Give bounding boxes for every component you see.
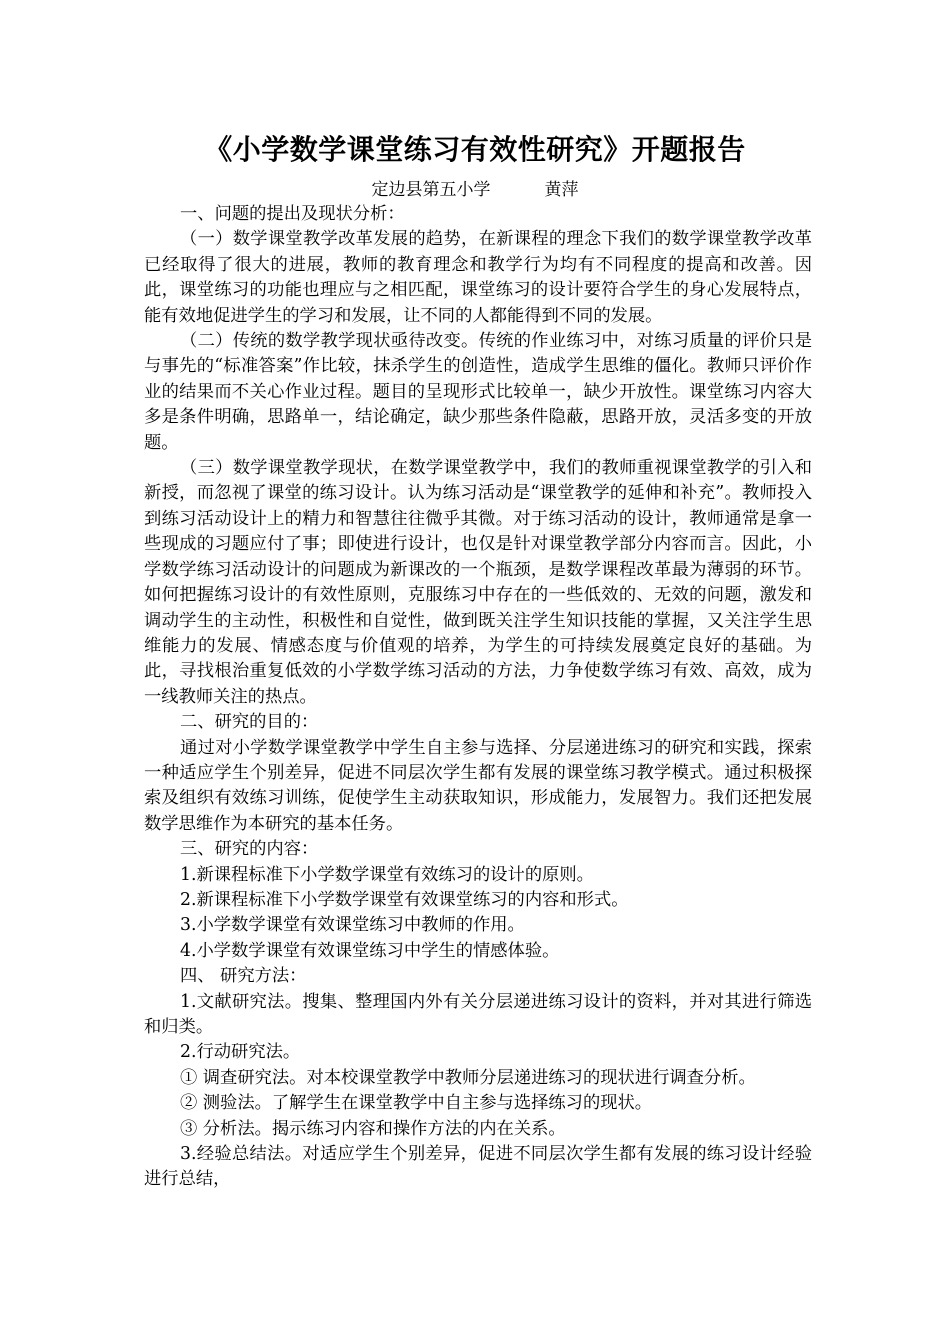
list-item: ① 调查研究法。对本校课堂教学中教师分层递进练习的现状进行调查分析。 (180, 1067, 756, 1088)
paragraph-1: （一）数学课堂教学改革发展的趋势，在新课程的理念下我们的数学课堂教学改革已经取得了很大的进展，教师的教育理念和教学行为均有不同程度的提高和改善。因此，课堂练习的功能也理应与之相匹配，课堂练习的设计要符合学生的身心发展特点，能有效地促进学生的学习和发展，让不同的人都能得到不同的发展。 (144, 229, 812, 326)
document-title: 《小学数学课堂练习有效性研究》开题报告 (204, 133, 746, 166)
list-item: 3.小学数学课堂有效课堂练习中教师的作用。 (180, 915, 525, 936)
list-item: 2.行动研究法。 (180, 1042, 301, 1063)
section-heading-2: 二、研究的目的： (180, 712, 319, 733)
author-line: 定边县第五小学 黄萍 (371, 180, 579, 200)
list-item: ③ 分析法。揭示练习内容和操作方法的内在关系。 (180, 1118, 566, 1139)
paragraph-2: （二）传统的数学教学现状亟待改变。传统的作业练习中，对练习质量的评价只是与事先的“标准答案”作比较，抹杀学生的创造性，造成学生思维的僵化。教师只评价作业的结果而不关心作业过程。题目的呈现形式比较单一，缺少开放性。课堂练习内容大多是条件明确，思路单一，结论确定，缺少那些条件隐蔽，思路开放，灵活多变的开放题。 (144, 331, 812, 453)
list-item: 4.小学数学课堂有效课堂练习中学生的情感体验。 (180, 940, 560, 961)
section-heading-1: 一、问题的提出及现状分析： (180, 204, 405, 224)
list-item: 1.文献研究法。搜集、整理国内外有关分层递进练习设计的资料，并对其进行筛选和归类。 (144, 991, 812, 1037)
list-item: 2.新课程标准下小学数学课堂有效课堂练习的内容和形式。 (180, 889, 629, 910)
paragraph-4: 通过对小学数学课堂教学中学生自主参与选择、分层递进练习的研究和实践，探索一种适应学生个别差异，促进不同层次学生都有发展的课堂练习教学模式。通过积极探索及组织有效练习训练，促使学生主动获取知识，形成能力，发展智力。我们还把发展数学思维作为本研究的基本任务。 (144, 737, 812, 834)
paragraph-3: （三）数学课堂教学现状，在数学课堂教学中，我们的教师重视课堂教学的引入和新授，而忽视了课堂的练习设计。认为练习活动是“课堂教学的延伸和补充”。教师投入到练习活动设计上的精力和智慧往往微乎其微。对于练习活动的设计，教师通常是拿一些现成的习题应付了事；即使进行设计，也仅是针对课堂教学部分内容而言。因此，小学数学练习活动设计的问题成为新课改的一个瓶颈，是数学课程改革最为薄弱的环节。如何把握练习设计的有效性原则，克服练习中存在的一些低效的、无效的问题，激发和调动学生的主动性，积极性和自觉性，做到既关注学生知识技能的掌握，又关注学生思维能力的发展、情感态度与价值观的培养，为学生的可持续发展奠定良好的基础。为此，寻找根治重复低效的小学数学练习活动的方法，力争使数学练习有效、高效，成为一线教师关注的热点。 (144, 458, 812, 707)
list-item: 3.经验总结法。对适应学生个别差异，促进不同层次学生都有发展的练习设计经验进行总结， (144, 1144, 812, 1190)
list-item: 1.新课程标准下小学数学课堂有效练习的设计的原则。 (180, 864, 594, 885)
section-heading-3: 三、研究的内容： (180, 839, 319, 860)
section-heading-4: 四、 研究方法： (180, 966, 307, 987)
document-body (144, 202, 812, 1193)
list-item: ② 测验法。了解学生在课堂教学中自主参与选择练习的现状。 (180, 1093, 653, 1114)
